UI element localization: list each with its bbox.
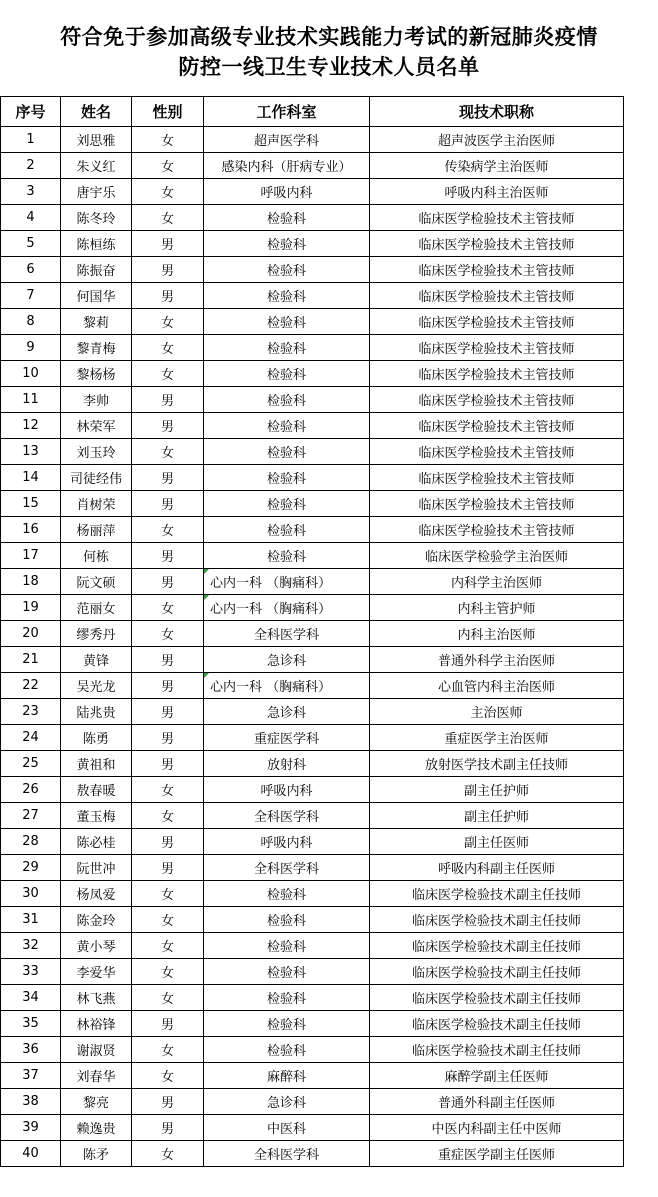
cell-serial-number: 17: [1, 543, 61, 569]
cell-department: 急诊科: [204, 647, 370, 673]
cell-professional-title: 中医内科副主任中医师: [370, 1115, 624, 1141]
cell-department: 全科医学科: [204, 803, 370, 829]
cell-serial-number: 26: [1, 777, 61, 803]
cell-name: 林裕锋: [61, 1011, 132, 1037]
cell-professional-title: 重症医学副主任医师: [370, 1141, 624, 1167]
cell-gender: 女: [132, 361, 204, 387]
cell-gender: 女: [132, 881, 204, 907]
cell-serial-number: 10: [1, 361, 61, 387]
cell-serial-number: 18: [1, 569, 61, 595]
cell-gender: 女: [132, 335, 204, 361]
cell-name: 黎莉: [61, 309, 132, 335]
cell-department: 检验科: [204, 465, 370, 491]
cell-serial-number: 12: [1, 413, 61, 439]
cell-name: 肖树荣: [61, 491, 132, 517]
table-row: [1, 1141, 624, 1167]
cell-department: 检验科: [204, 231, 370, 257]
cell-serial-number: 34: [1, 985, 61, 1011]
cell-department: 检验科: [204, 517, 370, 543]
cell-serial-number: 37: [1, 1063, 61, 1089]
table-row: [1, 881, 624, 907]
table-row: [1, 699, 624, 725]
cell-serial-number: 14: [1, 465, 61, 491]
cell-department: 检验科: [204, 439, 370, 465]
cell-professional-title: 重症医学主治医师: [370, 725, 624, 751]
cell-department: 放射科: [204, 751, 370, 777]
cell-serial-number: 8: [1, 309, 61, 335]
table-row: [1, 491, 624, 517]
cell-serial-number: 31: [1, 907, 61, 933]
cell-name: 陆兆贵: [61, 699, 132, 725]
cell-professional-title: 临床医学检验技术副主任技师: [370, 1037, 624, 1063]
cell-name: 缪秀丹: [61, 621, 132, 647]
header-professional-title: 现技术职称: [370, 97, 624, 127]
table-row: [1, 387, 624, 413]
cell-serial-number: 25: [1, 751, 61, 777]
table-row: [1, 673, 624, 699]
cell-professional-title: 副主任护师: [370, 803, 624, 829]
cell-professional-title: 临床医学检验技术主管技师: [370, 413, 624, 439]
table-row: [1, 257, 624, 283]
cell-gender: 女: [132, 517, 204, 543]
cell-department: 心内一科 （胸痛科）: [204, 569, 370, 595]
cell-professional-title: 临床医学检验技术主管技师: [370, 283, 624, 309]
cell-department: 超声医学科: [204, 127, 370, 153]
table-row: [1, 959, 624, 985]
cell-department: 呼吸内科: [204, 179, 370, 205]
cell-gender: 女: [132, 153, 204, 179]
cell-name: 黎杨杨: [61, 361, 132, 387]
cell-gender: 女: [132, 205, 204, 231]
cell-name: 林荣军: [61, 413, 132, 439]
cell-gender: 男: [132, 647, 204, 673]
cell-professional-title: 心血管内科主治医师: [370, 673, 624, 699]
cell-name: 唐宇乐: [61, 179, 132, 205]
cell-professional-title: 普通外科副主任医师: [370, 1089, 624, 1115]
table-row: [1, 1115, 624, 1141]
table-row: [1, 205, 624, 231]
document-title-line-2: 防控一线卫生专业技术人员名单: [178, 55, 480, 79]
cell-serial-number: 21: [1, 647, 61, 673]
table-row: [1, 361, 624, 387]
table-row: [1, 517, 624, 543]
cell-department: 呼吸内科: [204, 829, 370, 855]
table-row: [1, 283, 624, 309]
cell-professional-title: 放射医学技术副主任技师: [370, 751, 624, 777]
cell-department: 检验科: [204, 309, 370, 335]
cell-gender: 男: [132, 829, 204, 855]
cell-professional-title: 主治医师: [370, 699, 624, 725]
table-row: [1, 803, 624, 829]
cell-department: 检验科: [204, 1037, 370, 1063]
cell-gender: 男: [132, 283, 204, 309]
cell-department: 检验科: [204, 335, 370, 361]
cell-name: 陈矛: [61, 1141, 132, 1167]
cell-serial-number: 33: [1, 959, 61, 985]
cell-professional-title: 临床医学检验技术主管技师: [370, 231, 624, 257]
cell-name: 何栋: [61, 543, 132, 569]
table-row: [1, 543, 624, 569]
cell-department: 全科医学科: [204, 855, 370, 881]
cell-name: 敖春暖: [61, 777, 132, 803]
table-row: [1, 621, 624, 647]
cell-serial-number: 38: [1, 1089, 61, 1115]
table-row: [1, 309, 624, 335]
table-row: [1, 1063, 624, 1089]
table-row: [1, 777, 624, 803]
cell-department: 检验科: [204, 257, 370, 283]
table-row: [1, 933, 624, 959]
cell-serial-number: 7: [1, 283, 61, 309]
cell-gender: 女: [132, 179, 204, 205]
cell-name: 范丽女: [61, 595, 132, 621]
cell-name: 陈勇: [61, 725, 132, 751]
table-row: [1, 985, 624, 1011]
cell-department: 急诊科: [204, 1089, 370, 1115]
cell-serial-number: 27: [1, 803, 61, 829]
document-title-line-1: 符合免于参加高级专业技术实践能力考试的新冠肺炎疫情: [60, 25, 598, 49]
cell-serial-number: 5: [1, 231, 61, 257]
cell-gender: 女: [132, 595, 204, 621]
table-row: [1, 439, 624, 465]
cell-department: 全科医学科: [204, 1141, 370, 1167]
cell-gender: 男: [132, 491, 204, 517]
table-row: [1, 1089, 624, 1115]
cell-gender: 男: [132, 1089, 204, 1115]
cell-serial-number: 24: [1, 725, 61, 751]
cell-name: 阮世冲: [61, 855, 132, 881]
cell-serial-number: 32: [1, 933, 61, 959]
cell-professional-title: 普通外科学主治医师: [370, 647, 624, 673]
cell-gender: 女: [132, 907, 204, 933]
cell-gender: 女: [132, 1141, 204, 1167]
cell-serial-number: 36: [1, 1037, 61, 1063]
cell-name: 何国华: [61, 283, 132, 309]
cell-serial-number: 28: [1, 829, 61, 855]
cell-name: 陈金玲: [61, 907, 132, 933]
cell-serial-number: 22: [1, 673, 61, 699]
cell-name: 杨凤爱: [61, 881, 132, 907]
cell-name: 黄小琴: [61, 933, 132, 959]
cell-name: 刘玉玲: [61, 439, 132, 465]
cell-name: 赖逸贵: [61, 1115, 132, 1141]
cell-professional-title: 临床医学检验技术主管技师: [370, 309, 624, 335]
cell-professional-title: 临床医学检验技术主管技师: [370, 387, 624, 413]
cell-name: 陈冬玲: [61, 205, 132, 231]
cell-gender: 女: [132, 959, 204, 985]
cell-department: 检验科: [204, 543, 370, 569]
cell-serial-number: 2: [1, 153, 61, 179]
cell-gender: 女: [132, 933, 204, 959]
table-row: [1, 127, 624, 153]
cell-gender: 女: [132, 777, 204, 803]
cell-name: 黄祖和: [61, 751, 132, 777]
cell-department: 心内一科 （胸痛科）: [204, 595, 370, 621]
cell-department: 检验科: [204, 881, 370, 907]
cell-gender: 女: [132, 621, 204, 647]
cell-professional-title: 临床医学检验技术主管技师: [370, 439, 624, 465]
cell-name: 林飞燕: [61, 985, 132, 1011]
cell-department: 检验科: [204, 361, 370, 387]
cell-professional-title: 临床医学检验技术副主任技师: [370, 985, 624, 1011]
cell-serial-number: 20: [1, 621, 61, 647]
cell-department: 检验科: [204, 205, 370, 231]
cell-gender: 男: [132, 1011, 204, 1037]
cell-name: 陈振奋: [61, 257, 132, 283]
cell-professional-title: 呼吸内科副主任医师: [370, 855, 624, 881]
cell-serial-number: 23: [1, 699, 61, 725]
staff-list-table: [0, 96, 624, 1167]
cell-name: 黎亮: [61, 1089, 132, 1115]
table-row: [1, 413, 624, 439]
cell-name: 谢淑贤: [61, 1037, 132, 1063]
table-row: [1, 1011, 624, 1037]
cell-serial-number: 11: [1, 387, 61, 413]
cell-professional-title: 临床医学检验技术副主任技师: [370, 907, 624, 933]
cell-professional-title: 超声波医学主治医师: [370, 127, 624, 153]
cell-gender: 男: [132, 231, 204, 257]
header-department: 工作科室: [204, 97, 370, 127]
cell-name: 陈桓练: [61, 231, 132, 257]
cell-professional-title: 麻醉学副主任医师: [370, 1063, 624, 1089]
cell-serial-number: 16: [1, 517, 61, 543]
table-row: [1, 153, 624, 179]
cell-name: 黄锋: [61, 647, 132, 673]
cell-name: 刘思雅: [61, 127, 132, 153]
table-row: [1, 179, 624, 205]
cell-gender: 男: [132, 465, 204, 491]
cell-gender: 女: [132, 1063, 204, 1089]
cell-professional-title: 临床医学检验技术主管技师: [370, 257, 624, 283]
table-row: [1, 855, 624, 881]
cell-serial-number: 4: [1, 205, 61, 231]
header-name: 姓名: [61, 97, 132, 127]
cell-department: 全科医学科: [204, 621, 370, 647]
cell-professional-title: 副主任医师: [370, 829, 624, 855]
cell-professional-title: 传染病学主治医师: [370, 153, 624, 179]
cell-professional-title: 临床医学检验技术主管技师: [370, 361, 624, 387]
cell-gender: 男: [132, 855, 204, 881]
cell-department: 呼吸内科: [204, 777, 370, 803]
cell-department: 重症医学科: [204, 725, 370, 751]
table-row: [1, 907, 624, 933]
cell-professional-title: 临床医学检验技术副主任技师: [370, 933, 624, 959]
cell-professional-title: 临床医学检验技术主管技师: [370, 335, 624, 361]
cell-name: 李爱华: [61, 959, 132, 985]
cell-name: 董玉梅: [61, 803, 132, 829]
cell-gender: 男: [132, 257, 204, 283]
cell-department: 检验科: [204, 413, 370, 439]
cell-gender: 女: [132, 127, 204, 153]
cell-department: 检验科: [204, 985, 370, 1011]
table-row: [1, 595, 624, 621]
cell-gender: 男: [132, 413, 204, 439]
cell-professional-title: 内科学主治医师: [370, 569, 624, 595]
cell-serial-number: 13: [1, 439, 61, 465]
header-gender: 性别: [132, 97, 204, 127]
table-body: [1, 127, 624, 1167]
cell-serial-number: 9: [1, 335, 61, 361]
cell-gender: 女: [132, 985, 204, 1011]
cell-serial-number: 1: [1, 127, 61, 153]
cell-serial-number: 35: [1, 1011, 61, 1037]
cell-name: 吴光龙: [61, 673, 132, 699]
table-row: [1, 829, 624, 855]
cell-professional-title: 临床医学检验技术主管技师: [370, 465, 624, 491]
cell-name: 司徒经伟: [61, 465, 132, 491]
cell-name: 杨丽萍: [61, 517, 132, 543]
cell-professional-title: 内科主治医师: [370, 621, 624, 647]
cell-department: 检验科: [204, 283, 370, 309]
cell-serial-number: 30: [1, 881, 61, 907]
cell-professional-title: 临床医学检验技术副主任技师: [370, 1011, 624, 1037]
cell-department: 检验科: [204, 387, 370, 413]
cell-department: 麻醉科: [204, 1063, 370, 1089]
table-row: [1, 725, 624, 751]
cell-department: 检验科: [204, 959, 370, 985]
cell-department: 检验科: [204, 1011, 370, 1037]
cell-gender: 男: [132, 699, 204, 725]
cell-department: 检验科: [204, 907, 370, 933]
cell-name: 黎青梅: [61, 335, 132, 361]
table-row: [1, 335, 624, 361]
cell-department: 检验科: [204, 933, 370, 959]
cell-professional-title: 临床医学检验技术副主任技师: [370, 881, 624, 907]
table-row: [1, 647, 624, 673]
cell-name: 朱义红: [61, 153, 132, 179]
cell-department: 中医科: [204, 1115, 370, 1141]
table-row: [1, 751, 624, 777]
cell-professional-title: 内科主管护师: [370, 595, 624, 621]
table-row: [1, 465, 624, 491]
cell-gender: 男: [132, 725, 204, 751]
cell-name: 李帅: [61, 387, 132, 413]
cell-department: 急诊科: [204, 699, 370, 725]
cell-name: 阮文硕: [61, 569, 132, 595]
cell-professional-title: 临床医学检验技术主管技师: [370, 517, 624, 543]
table-header-row: [1, 97, 624, 127]
table-row: [1, 231, 624, 257]
cell-serial-number: 3: [1, 179, 61, 205]
cell-gender: 男: [132, 673, 204, 699]
cell-professional-title: 临床医学检验技术副主任技师: [370, 959, 624, 985]
cell-professional-title: 临床医学检验技术主管技师: [370, 205, 624, 231]
cell-serial-number: 6: [1, 257, 61, 283]
cell-department: 感染内科（肝病专业）: [204, 153, 370, 179]
cell-gender: 男: [132, 543, 204, 569]
cell-serial-number: 15: [1, 491, 61, 517]
cell-serial-number: 19: [1, 595, 61, 621]
cell-department: 心内一科 （胸痛科）: [204, 673, 370, 699]
cell-name: 刘春华: [61, 1063, 132, 1089]
cell-professional-title: 呼吸内科主治医师: [370, 179, 624, 205]
cell-gender: 男: [132, 751, 204, 777]
cell-gender: 女: [132, 439, 204, 465]
cell-serial-number: 39: [1, 1115, 61, 1141]
cell-gender: 男: [132, 569, 204, 595]
cell-gender: 女: [132, 309, 204, 335]
cell-professional-title: 副主任护师: [370, 777, 624, 803]
cell-gender: 男: [132, 1115, 204, 1141]
cell-gender: 男: [132, 387, 204, 413]
cell-professional-title: 临床医学检验学主治医师: [370, 543, 624, 569]
cell-serial-number: 40: [1, 1141, 61, 1167]
table-row: [1, 1037, 624, 1063]
cell-professional-title: 临床医学检验技术主管技师: [370, 491, 624, 517]
cell-gender: 女: [132, 803, 204, 829]
cell-department: 检验科: [204, 491, 370, 517]
cell-gender: 女: [132, 1037, 204, 1063]
cell-serial-number: 29: [1, 855, 61, 881]
cell-name: 陈必桂: [61, 829, 132, 855]
header-serial-number: 序号: [1, 97, 61, 127]
table-row: [1, 569, 624, 595]
